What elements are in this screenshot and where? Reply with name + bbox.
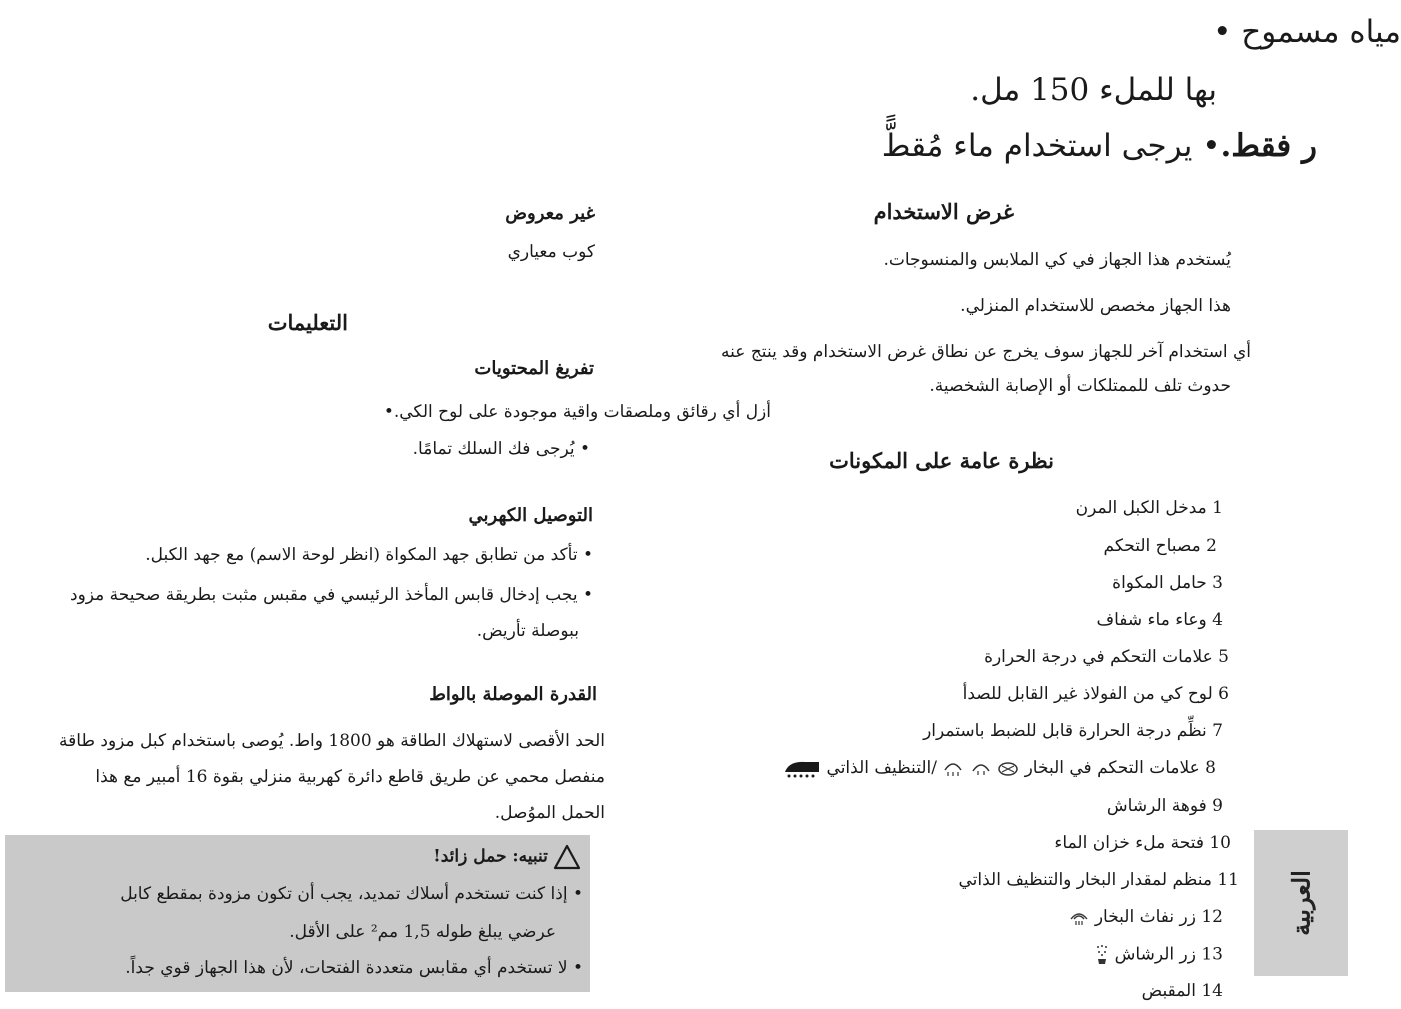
intended-use-p2: هذا الجهاز مخصص للاستخدام المنزلي. bbox=[960, 296, 1231, 316]
self-clean-icon bbox=[783, 759, 821, 779]
top-line-2: بها للملء 150 مل. bbox=[970, 72, 1217, 108]
component-item-2: 2 مصباح التحكم bbox=[1103, 536, 1217, 556]
steam-high-icon bbox=[942, 760, 964, 778]
component-item-12-label: 12 زر نفاث البخار bbox=[1094, 907, 1223, 927]
not-known-label: غير معروض bbox=[505, 203, 595, 224]
measuring-cup-label: كوب معياري bbox=[507, 242, 595, 262]
component-item-1: 1 مدخل الكبل المرن bbox=[1075, 498, 1223, 518]
component-item-9: 9 فوهة الرشاش bbox=[1106, 796, 1223, 816]
wattage-heading: القدرة الموصلة بالواط bbox=[429, 684, 597, 705]
electrical-bullet-2-line2: ببوصلة تأريض. bbox=[476, 621, 579, 641]
component-item-7: 7 نظِّم درجة الحرارة قابل للضبط باستمرار bbox=[923, 721, 1223, 741]
intended-use-p3-line1: أي استخدام آخر للجهاز سوف يخرج عن نطاق غرض الاستخدام وقد ينتج عنه bbox=[721, 342, 1251, 362]
component-item-5: 5 علامات التحكم في درجة الحرارة bbox=[984, 647, 1229, 667]
language-tab-label: العربية bbox=[1286, 870, 1316, 936]
steam-medium-icon bbox=[970, 761, 992, 777]
top-line-3-rest: • يرجى استخدام ماء مُقطًّ bbox=[881, 128, 1221, 164]
component-item-8 bbox=[783, 758, 1216, 779]
component-item-4: 4 وعاء ماء شفاف bbox=[1096, 610, 1223, 630]
top-line-3-bold: ر فقط. bbox=[1220, 128, 1317, 164]
warning-bullet-1-line1: • إذا كنت تستخدم أسلاك تمديد، يجب أن تكون مزودة بمقطع كابل bbox=[120, 884, 583, 904]
warning-triangle-icon bbox=[553, 844, 581, 870]
unpacking-heading: تفريغ المحتويات bbox=[474, 358, 594, 379]
intended-use-p3-line2: حدوث تلف للممتلكات أو الإصابة الشخصية. bbox=[929, 376, 1231, 396]
overlap-line: أزل أي رقائق وملصقات واقية موجودة على لوح الكي.• bbox=[383, 402, 771, 422]
component-item-11: 11 منظم لمقدار البخار والتنظيف الذاتي bbox=[958, 870, 1239, 890]
component-item-14: 14 المقبض bbox=[1141, 981, 1223, 1001]
component-item-10: 10 فتحة ملء خزان الماء bbox=[1054, 833, 1231, 853]
component-item-13-label: 13 زر الرشاش bbox=[1114, 944, 1223, 965]
steam-jet-icon bbox=[1069, 909, 1089, 927]
component-item-6: 6 لوح كي من الفولاذ غير القابل للصدأ bbox=[962, 684, 1229, 704]
top-line-3 bbox=[882, 128, 1317, 164]
wattage-line-2: منفصل محمي عن طريق قاطع دائرة كهربية منزلي بقوة 16 أمبير مع هذا bbox=[95, 767, 605, 787]
unpacking-item: • يُرجى فك السلك تمامًا. bbox=[412, 439, 590, 459]
components-heading: نظرة عامة على المكونات bbox=[829, 448, 1054, 473]
warning-title-row bbox=[433, 844, 581, 870]
language-tab bbox=[1254, 830, 1348, 976]
warning-title: تنبيه: حمل زائد! bbox=[433, 846, 548, 867]
warning-bullet-1-line2: عرضي يبلغ طوله 1,5 مم² على الأقل. bbox=[289, 922, 556, 942]
instructions-heading: التعليمات bbox=[267, 310, 348, 335]
top-line-1: مياه مسموح • bbox=[1213, 14, 1401, 50]
warning-bullet-2: • لا تستخدم أي مقابس متعددة الفتحات، لأن هذا الجهاز قوي جداً. bbox=[125, 958, 583, 978]
electrical-heading: التوصيل الكهربي bbox=[468, 505, 593, 526]
component-item-12 bbox=[1069, 907, 1223, 927]
spray-icon bbox=[1095, 944, 1109, 966]
intended-use-heading: غرض الاستخدام bbox=[873, 199, 1014, 224]
electrical-bullet-1: • تأكد من تطابق جهد المكواة (انظر لوحة الاسم) مع جهد الكبل. bbox=[145, 545, 593, 565]
intended-use-p1: يُستخدم هذا الجهاز في كي الملابس والمنسوجات. bbox=[883, 250, 1231, 270]
electrical-bullet-2-line1: • يجب إدخال قابس المأخذ الرئيسي في مقبس مثبت بطريقة صحيحة مزود bbox=[70, 585, 593, 605]
wattage-line-1: الحد الأقصى لاستهلاك الطاقة هو 1800 واط. يُوصى باستخدام كبل مزود طاقة bbox=[59, 731, 605, 751]
component-item-8-label: 8 علامات التحكم في البخار bbox=[1024, 758, 1216, 778]
steam-low-icon bbox=[997, 761, 1019, 777]
component-item-3: 3 حامل المكواة bbox=[1112, 573, 1223, 593]
component-item-13 bbox=[1095, 944, 1223, 966]
wattage-line-3: الحمل الموُصل. bbox=[494, 803, 605, 823]
component-item-8-clean-label: /التنظيف الذاتي bbox=[826, 758, 937, 778]
